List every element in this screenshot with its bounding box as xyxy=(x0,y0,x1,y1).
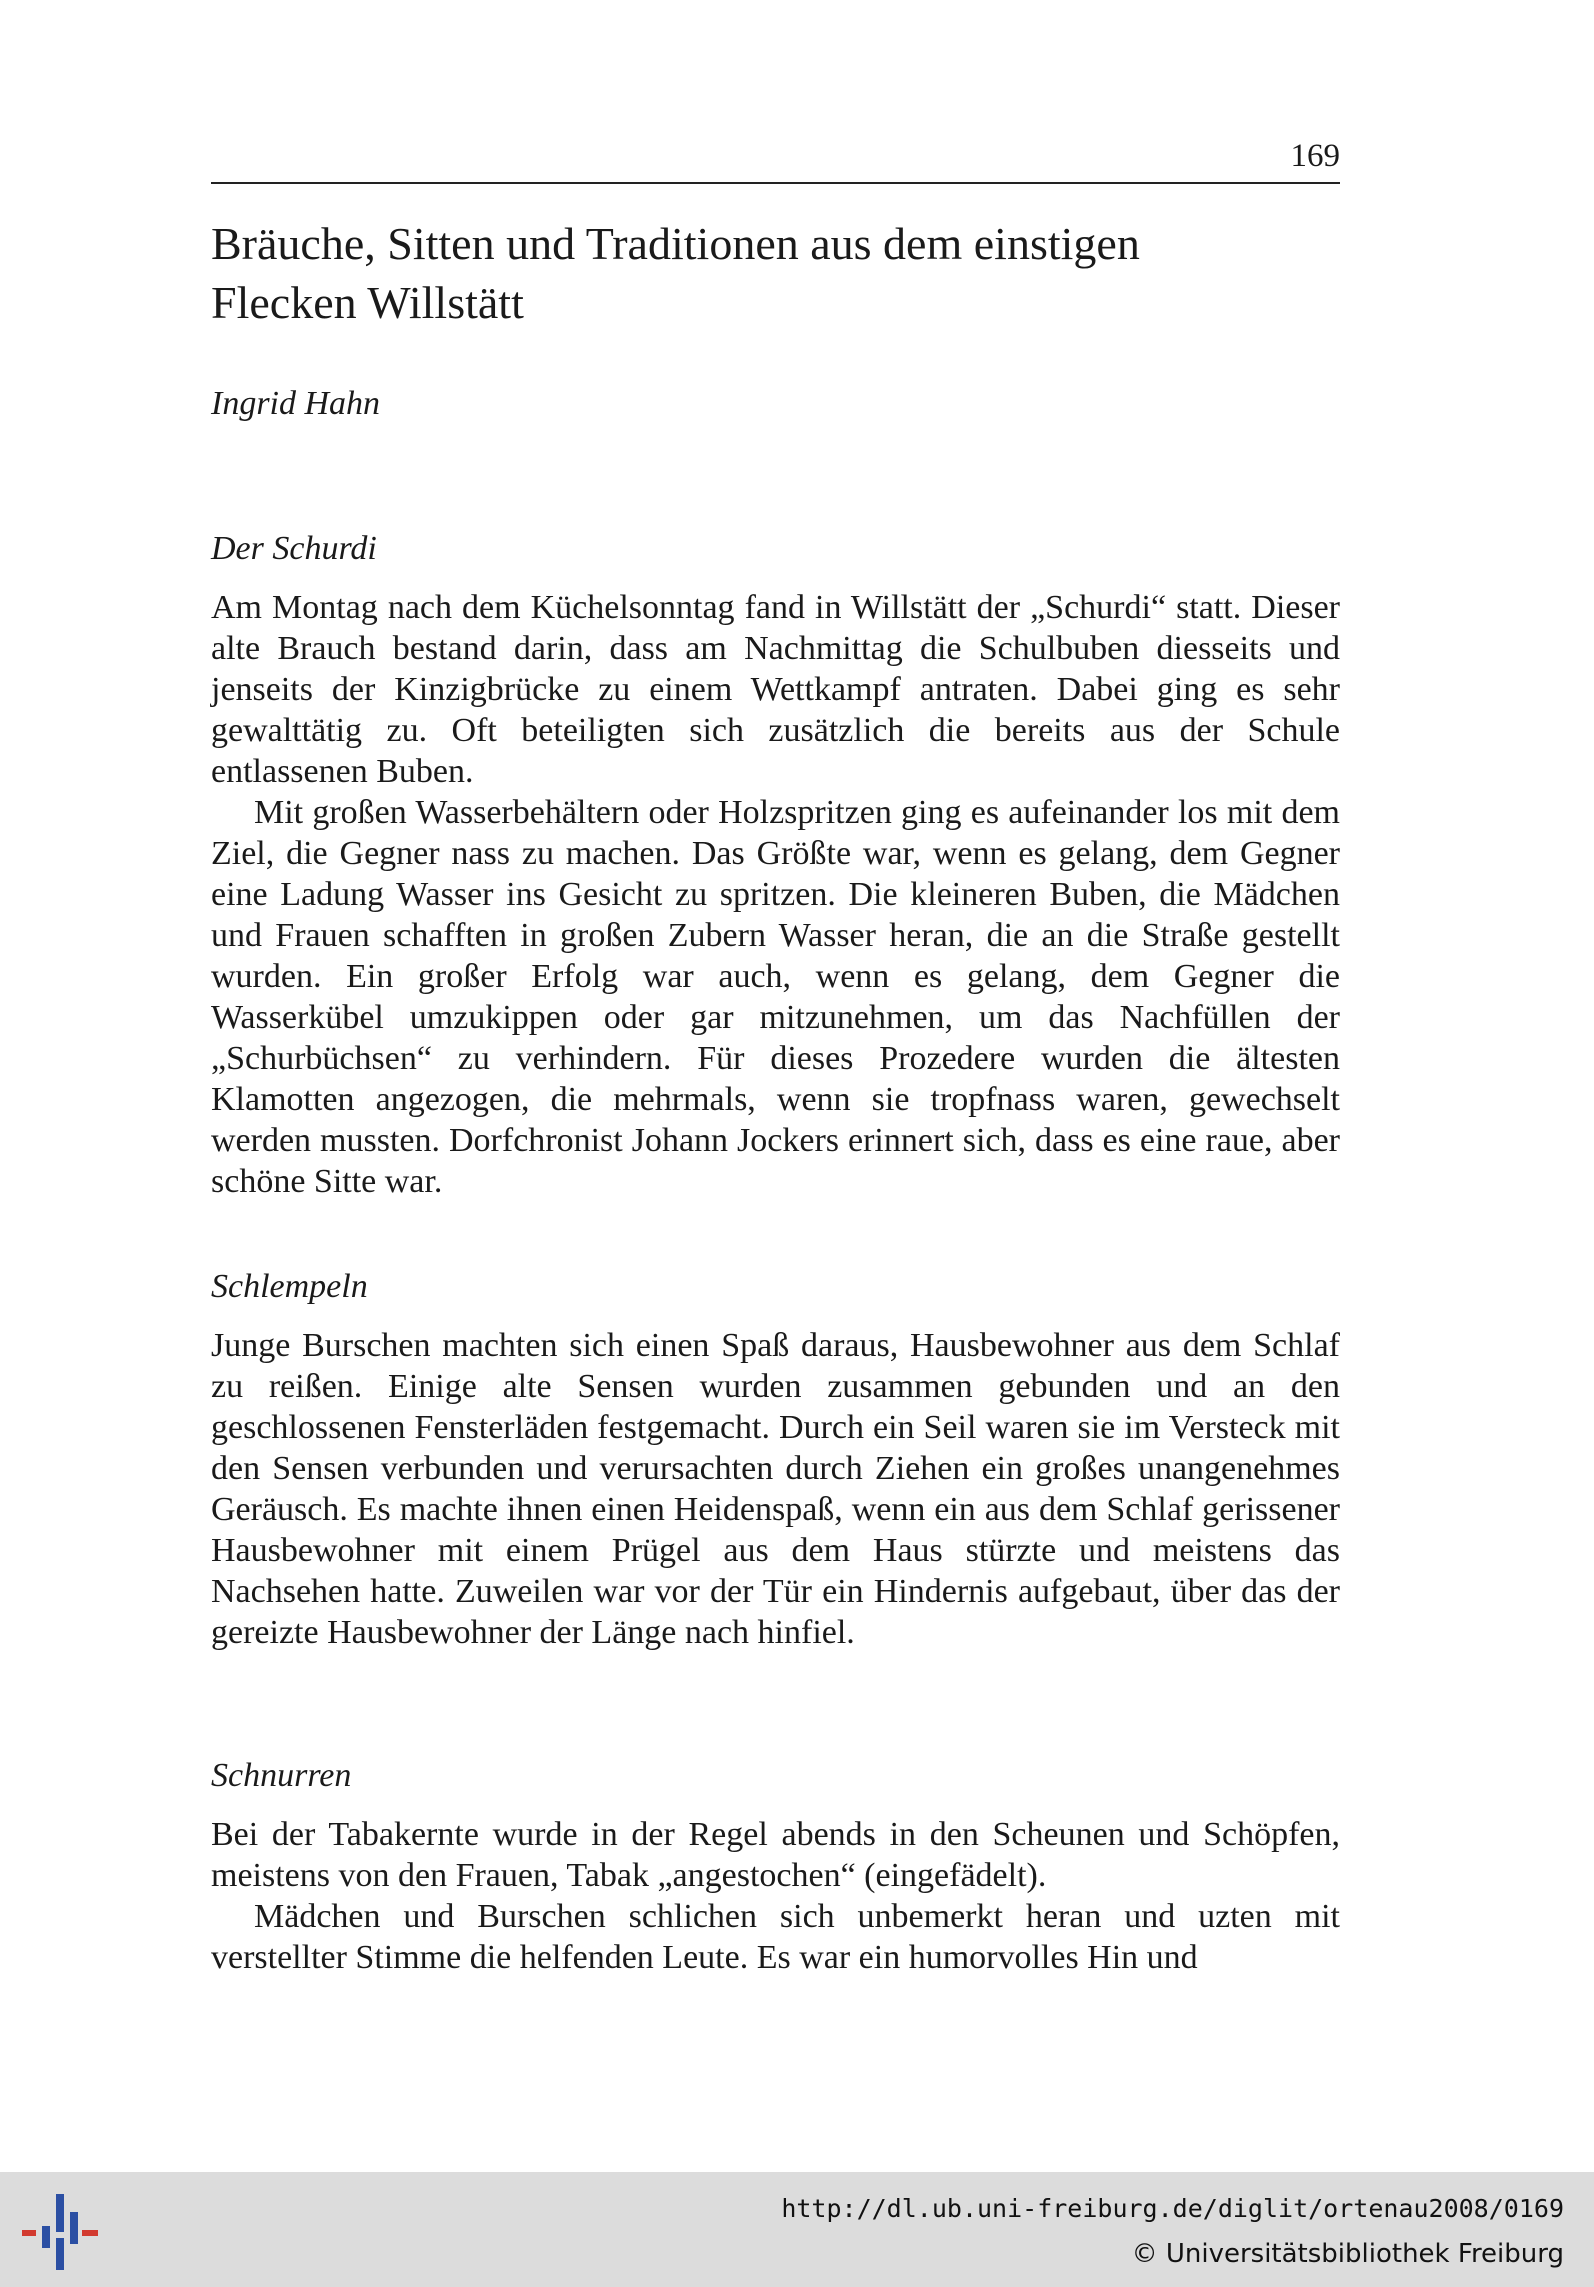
section-heading: Der Schurdi xyxy=(211,530,377,567)
paragraph: Junge Burschen machten sich einen Spaß daraus, Hausbewohner aus dem Schlaf zu reißen. Einige alte Sensen wurden zusammen gebunden und an den geschlossenen Fensterläden festgemacht. Durch ein Seil waren sie im Versteck mit den Sensen verbunden und verursachten durch Ziehen ein großes unangenehmes Geräusch. Es machte ihnen einen Heidenspaß, wenn ein aus dem Schlaf gerissener Hausbewohner mit einem Prügel aus dem Haus stürzte und meistens das Nachsehen hatte. Zuweilen war vor der Tür ein Hindernis aufgebaut, über das der gereizte Hausbewohner der Länge nach hinfiel. xyxy=(211,1327,1340,1651)
header-rule xyxy=(211,182,1340,184)
paragraph: Mit großen Wasserbehältern oder Holzspritzen ging es aufeinander los mit dem Ziel, die Gegner nass zu machen. Das Größte war, wenn es gelang, dem Gegner eine Ladung Wasser ins Gesicht zu spritzen. Die kleineren Buben, die Mädchen und Frauen schafften in großen Zubern Wasser heran, die an die Straße gestellt wurden. Ein großer Erfolg war auch, wenn es gelang, dem Gegner die Wasserkübel umzukippen oder gar mitzunehmen, um das Nachfüllen der „Schurbüchsen“ zu verhindern. Für dieses Prozedere wurden die ältesten Klamotten angezogen, die mehrmals, wenn sie tropfnass waren, gewechselt werden mussten. Dorfchronist Johann Jockers erinnert sich, dass es eine raue, aber schöne Sitte war. xyxy=(211,794,1340,1200)
paragraph: Bei der Tabakernte wurde in der Regel abends in den Scheunen und Schöpfen, meistens von den Frauen, Tabak „angestochen“ (eingefädelt). xyxy=(211,1816,1340,1894)
article-title xyxy=(211,214,1340,332)
footer-bar xyxy=(0,2172,1594,2287)
paragraph: Mädchen und Burschen schlichen sich unbemerkt heran und uzten mit verstellter Stimme die helfenden Leute. Es war ein humorvolles Hin und xyxy=(211,1898,1340,1976)
section-schnurren xyxy=(211,1755,1340,1978)
section-heading: Schlempeln xyxy=(211,1268,368,1305)
section-schlempeln xyxy=(211,1266,1340,1653)
section-heading: Schnurren xyxy=(211,1757,352,1794)
footer-copyright: © Universitätsbibliothek Freiburg xyxy=(1131,2239,1564,2269)
author-name: Ingrid Hahn xyxy=(211,385,381,422)
paragraph: Am Montag nach dem Küchelsonntag fand in Willstätt der „Schurdi“ statt. Dieser alte Brauch bestand darin, dass am Nachmittag die Schulbuben diesseits und jenseits der Kinzigbrücke zu einem Wettkampf antraten. Dabei ging es sehr gewalttätig zu. Oft beteiligten sich zusätzlich die bereits aus der Schule entlassenen Buben. xyxy=(211,589,1340,790)
section-der-schurdi xyxy=(211,528,1340,1202)
article-title-line-1: Bräuche, Sitten und Traditionen aus dem einstigen xyxy=(211,218,1140,269)
footer-url-link[interactable]: http://dl.ub.uni-freiburg.de/diglit/ortenau2008/0169 xyxy=(781,2194,1564,2223)
ub-freiburg-logo-icon xyxy=(22,2192,102,2272)
page-number: 169 xyxy=(1290,138,1340,174)
article-title-line-2: Flecken Willstätt xyxy=(211,277,524,328)
